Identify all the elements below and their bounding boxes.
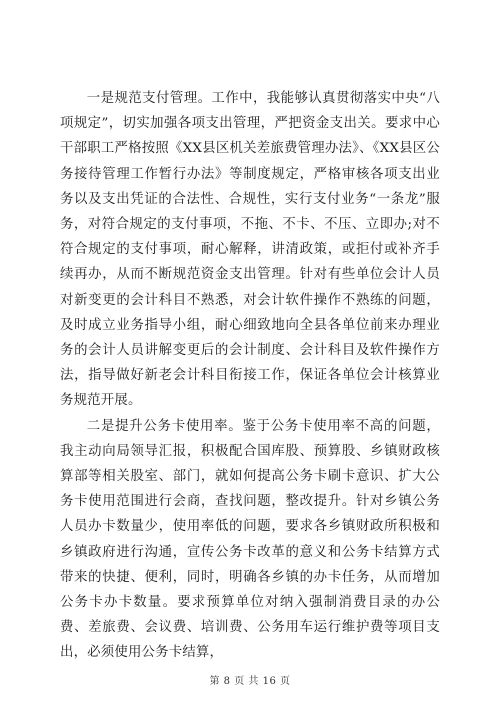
document-body <box>60 86 440 666</box>
paragraph-official-card-usage: 二是提升公务卡使用率。鉴于公务卡使用率不高的问题，我主动向局领导汇报，积极配合国库股、预算股、乡镇财政核算部等相关股室、部门，就如何提高公务卡刷卡意识、扩大公务卡使用范围进行会商，查找问题，整改提升。针对乡镇公务人员办卡数量少，使用率低的问题，要求各乡镇财政所积极和乡镇政府进行沟通，宣传公务卡改革的意义和公务卡结算方式带来的快捷、便利，同时，明确各乡镇的办卡任务，从而增加公务卡办卡数量。要求预算单位对纳入强制消费目录的办公费、差旅费、会议费、培训费、公务用车运行维护费等项目支出，必须使用公务卡结算， <box>60 418 440 661</box>
paragraph-payment-management: 一是规范支付管理。工作中，我能够认真贯彻落实中央“八项规定”，切实加强各项支出管理，严把资金支出关。要求中心干部职工严格按照《XX县区机关差旅费管理办法》、《XX县区公务接待管理工作暂行办法》等制度规定，严格审核各项支出业务以及支出凭证的合法性、合规性，实行支付业务“一条龙”服务，对符合规定的支付事项，不拖、不卡、不压、立即办;对不符合规定的支付事项，耐心解释，讲清政策，或拒付或补齐手续再办，从而不断规范资金支出管理。针对有些单位会计人员对新变更的会计科目不熟悉，对会计软件操作不熟练的问题，及时成立业务指导小组，耐心细致地向全县各单位前来办理业务的会计人员讲解变更后的会计制度、会计科目及软件操作方法，指导做好新老会计科目衔接工作，保证各单位会计核算业务规范开展。 <box>60 91 440 409</box>
page-number-footer: 第 8 页 共 16 页 <box>209 676 291 687</box>
